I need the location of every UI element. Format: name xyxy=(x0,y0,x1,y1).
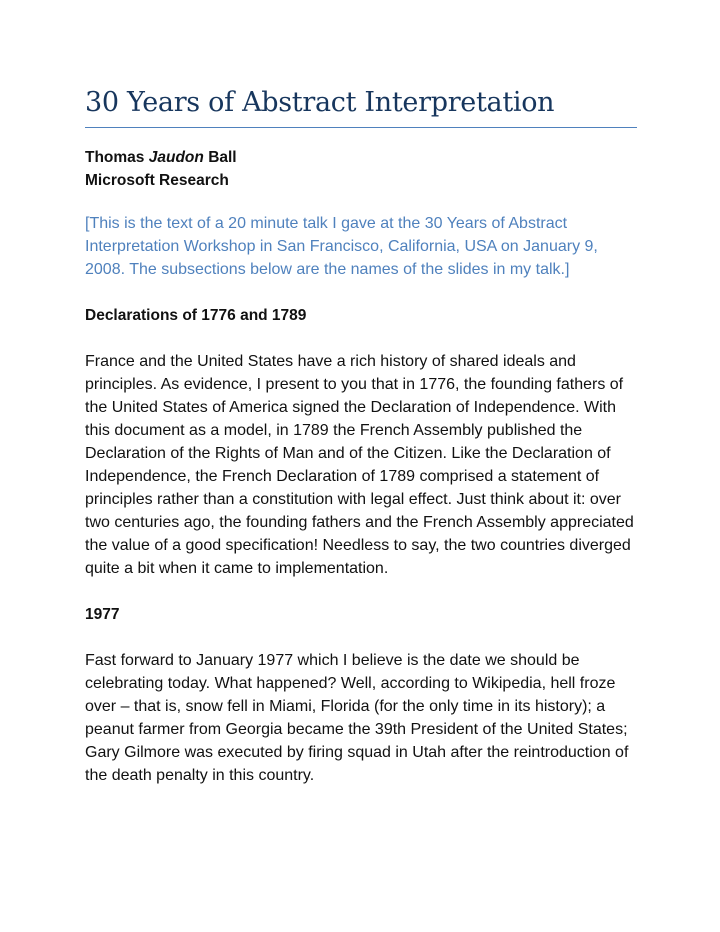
page-title: 30 Years of Abstract Interpretation xyxy=(85,87,555,118)
author-first-name: Thomas xyxy=(85,149,145,166)
section-1977 xyxy=(85,603,640,787)
talk-note: [This is the text of a 20 minute talk I gave at the 30 Years of Abstract Interpretation Workshop in San Francisco, California, USA on January 9, 2008. The subsections below are the names of the slides in my talk.] xyxy=(85,215,598,278)
author-block xyxy=(85,146,640,192)
author-name xyxy=(85,146,640,169)
title-divider xyxy=(85,127,637,128)
section-heading: 1977 xyxy=(85,606,120,623)
section-paragraph: Fast forward to January 1977 which I believe is the date we should be celebrating today. What happened? Well, according to Wikipedia, hell froze over – that is, snow fell in Miami, Florida (for the only time in its history); a peanut farmer from Georgia became the 39th President of the United States; Gary Gilmore was executed by firing squad in Utah after the reintroduction of the death penalty in this country. xyxy=(85,652,629,784)
author-middle-name: Jaudon xyxy=(148,149,204,166)
author-affiliation: Microsoft Research xyxy=(85,172,229,189)
section-declarations xyxy=(85,304,640,580)
section-paragraph: France and the United States have a rich history of shared ideals and principles. As evidence, I present to you that in 1776, the founding fathers of the United States of America signed the Declaration of Independence. With this document as a model, in 1789 the French Assembly published the Declaration of the Rights of Man and of the Citizen. Like the Declaration of Independence, the French Declaration of 1789 comprised a statement of principles rather than a constitution with legal effect. Just think about it: over two centuries ago, the founding fathers and the French Assembly appreciated the value of a good specification! Needless to say, the two countries diverged quite a bit when it came to implementation. xyxy=(85,353,634,577)
section-heading: Declarations of 1776 and 1789 xyxy=(85,307,307,324)
author-last-name: Ball xyxy=(208,149,237,166)
document-page xyxy=(85,84,640,810)
